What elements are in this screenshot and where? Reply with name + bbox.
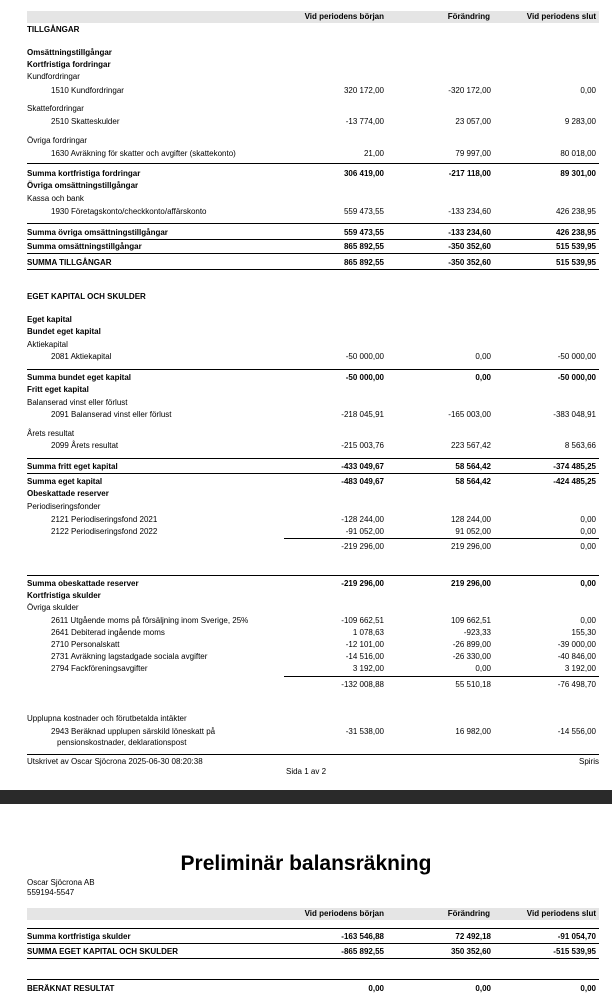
value-change: 223 567,42 <box>450 441 491 450</box>
summary-label: SUMMA TILLGÅNGAR <box>27 258 112 267</box>
value-end: 89 301,00 <box>560 169 596 178</box>
group-heading <box>0 180 612 191</box>
summary-row <box>0 946 612 957</box>
account-label: 2099 Årets resultat <box>51 441 119 450</box>
value-end: 0,00 <box>580 616 596 625</box>
divider-line <box>27 369 599 370</box>
value-end: 0,00 <box>580 515 596 524</box>
value-change: 58 564,42 <box>455 462 491 471</box>
value-change: 72 492,18 <box>455 932 491 941</box>
divider-line <box>27 575 599 576</box>
value-begin: -218 045,91 <box>341 410 384 419</box>
value-change: 0,00 <box>475 664 491 673</box>
account-label: 2641 Debiterad ingående moms <box>51 628 165 637</box>
group-title: Kortfristiga skulder <box>27 591 101 600</box>
group-title: Fritt eget kapital <box>27 385 89 394</box>
value-begin: 320 172,00 <box>343 86 384 95</box>
subtotal-row <box>0 541 612 552</box>
value-begin: -31 538,00 <box>345 727 384 736</box>
value-change: 23 057,00 <box>455 117 491 126</box>
account-row <box>0 440 612 451</box>
value-begin: 865 892,55 <box>343 242 384 251</box>
value-end: 155,30 <box>571 628 596 637</box>
value-begin: -50 000,00 <box>345 352 384 361</box>
value-begin: 865 892,55 <box>343 258 384 267</box>
value-begin: 1 078,63 <box>352 628 384 637</box>
value-end: -515 539,95 <box>553 947 596 956</box>
value-begin: -50 000,00 <box>345 373 384 382</box>
value-end: -424 485,25 <box>553 477 596 486</box>
value-end: -91 054,70 <box>557 932 596 941</box>
subgroup-heading <box>0 135 612 146</box>
subtotal-line <box>284 538 599 539</box>
section-heading-assets <box>0 24 612 35</box>
subgroup-title: Övriga fordringar <box>27 136 88 145</box>
value-end: 0,00 <box>580 579 596 588</box>
value-change: -350 352,60 <box>448 242 491 251</box>
value-change: -320 172,00 <box>448 86 491 95</box>
value-begin: -219 296,00 <box>341 579 384 588</box>
value-end: 426 238,95 <box>555 207 596 216</box>
value-begin: -128 244,00 <box>341 515 384 524</box>
result-row <box>0 983 612 994</box>
value-end: -383 048,91 <box>553 410 596 419</box>
value-end: 426 238,95 <box>555 228 596 237</box>
value-change: 219 296,00 <box>450 579 491 588</box>
group-heading <box>0 326 612 337</box>
subgroup-title: Kassa och bank <box>27 194 84 203</box>
group-heading <box>0 384 612 395</box>
subgroup-title: Skattefordringar <box>27 104 84 113</box>
account-label: 2731 Avräkning lagstadgade sociala avgifter <box>51 652 208 661</box>
value-begin: -215 003,76 <box>341 441 384 450</box>
value-begin: 3 192,00 <box>352 664 384 673</box>
value-change: 128 244,00 <box>450 515 491 524</box>
divider-line <box>27 223 599 224</box>
value-begin: -163 546,88 <box>341 932 384 941</box>
subgroup-title: Årets resultat <box>27 429 75 438</box>
value-begin: -483 049,67 <box>341 477 384 486</box>
value-begin: -219 296,00 <box>341 542 384 551</box>
account-row <box>0 148 612 159</box>
subgroup-title: Övriga skulder <box>27 603 79 612</box>
account-row <box>0 615 612 626</box>
result-label: BERÄKNAT RESULTAT <box>27 984 115 993</box>
group-title: Övriga omsättningstillgångar <box>27 181 139 190</box>
value-change: 109 662,51 <box>450 616 491 625</box>
account-label: 2710 Personalskatt <box>51 640 120 649</box>
divider-line <box>27 458 599 459</box>
group-heading <box>0 314 612 325</box>
account-row <box>0 726 612 737</box>
account-label: 2121 Periodiseringsfond 2021 <box>51 515 158 524</box>
value-begin: 559 473,55 <box>343 207 384 216</box>
subgroup-heading <box>0 71 612 82</box>
summary-row <box>0 461 612 472</box>
group-title: Eget kapital <box>27 315 72 324</box>
subgroup-heading <box>0 397 612 408</box>
column-header-end: Vid periodens slut <box>526 909 596 918</box>
value-end: 515 539,95 <box>555 242 596 251</box>
value-change: 16 982,00 <box>455 727 491 736</box>
value-change: -350 352,60 <box>448 258 491 267</box>
value-begin: 559 473,55 <box>343 228 384 237</box>
divider-line <box>27 958 599 959</box>
summary-label: Summa övriga omsättningstillgångar <box>27 228 168 237</box>
summary-row <box>0 476 612 487</box>
value-begin: -13 774,00 <box>345 117 384 126</box>
value-begin: -865 892,55 <box>341 947 384 956</box>
divider-line <box>27 979 599 980</box>
account-row <box>0 116 612 127</box>
value-end: 0,00 <box>580 542 596 551</box>
group-heading <box>0 488 612 499</box>
group-title: Obeskattade reserver <box>27 489 109 498</box>
value-change: 350 352,60 <box>450 947 491 956</box>
footer-line <box>27 754 599 755</box>
value-begin: -433 049,67 <box>341 462 384 471</box>
value-end: -76 498,70 <box>557 680 596 689</box>
account-row <box>0 206 612 217</box>
value-change: 0,00 <box>475 984 491 993</box>
value-end: 0,00 <box>580 86 596 95</box>
account-label: pensionskostnader, deklarationspost <box>57 738 187 747</box>
account-label: 1630 Avräkning för skatter och avgifter (skattekonto) <box>51 149 236 158</box>
value-change: -133 234,60 <box>448 207 491 216</box>
printed-by: Utskrivet av Oscar Sjöcrona 2025-06-30 08:20:38 <box>27 757 203 766</box>
subgroup-title: Kundfordringar <box>27 72 80 81</box>
value-begin: -91 052,00 <box>345 527 384 536</box>
section-title: EGET KAPITAL OCH SKULDER <box>27 292 146 301</box>
section-title: TILLGÅNGAR <box>27 25 80 34</box>
summary-label: Summa bundet eget kapital <box>27 373 132 382</box>
value-begin: 306 419,00 <box>343 169 384 178</box>
value-end: -39 000,00 <box>557 640 596 649</box>
value-end: 9 283,00 <box>564 117 596 126</box>
account-label: 2091 Balanserad vinst eller förlust <box>51 410 172 419</box>
divider-line <box>27 473 599 474</box>
value-begin: -132 008,88 <box>341 680 384 689</box>
value-begin: -14 516,00 <box>345 652 384 661</box>
subgroup-title: Periodiseringsfonder <box>27 502 101 511</box>
divider-line <box>27 253 599 254</box>
value-change: 55 510,18 <box>455 680 491 689</box>
account-label: 2611 Utgående moms på försäljning inom Sverige, 25% <box>51 616 249 625</box>
value-end: 0,00 <box>580 527 596 536</box>
column-header-begin: Vid periodens början <box>304 12 384 21</box>
value-change: -133 234,60 <box>448 228 491 237</box>
value-end: -50 000,00 <box>557 373 596 382</box>
subgroup-heading <box>0 501 612 512</box>
value-change: 91 052,00 <box>455 527 491 536</box>
group-title: Bundet eget kapital <box>27 327 101 336</box>
account-row <box>0 651 612 662</box>
subgroup-heading <box>0 193 612 204</box>
subgroup-title: Balanserad vinst eller förlust <box>27 398 128 407</box>
subgroup-title: Aktiekapital <box>27 340 68 349</box>
value-end: -374 485,25 <box>553 462 596 471</box>
subgroup-heading <box>0 602 612 613</box>
subgroup-heading <box>0 713 612 724</box>
value-change: 79 997,00 <box>455 149 491 158</box>
value-change: 0,00 <box>475 352 491 361</box>
value-begin: -12 101,00 <box>345 640 384 649</box>
value-change: 219 296,00 <box>450 542 491 551</box>
divider-line <box>27 269 599 270</box>
group-heading <box>0 59 612 70</box>
value-change: -923,33 <box>463 628 491 637</box>
value-begin: 21,00 <box>363 149 384 158</box>
value-end: 515 539,95 <box>555 258 596 267</box>
summary-label: Summa kortfristiga fordringar <box>27 169 141 178</box>
value-end: 3 192,00 <box>564 664 596 673</box>
section-heading-equity <box>0 291 612 302</box>
account-row-continuation <box>0 737 612 748</box>
column-header-change: Förändring <box>447 12 490 21</box>
account-row <box>0 351 612 362</box>
value-end: 8 563,66 <box>564 441 596 450</box>
summary-row <box>0 168 612 179</box>
group-heading <box>0 47 612 58</box>
brand-name: Spiris <box>578 757 599 766</box>
subgroup-heading <box>0 428 612 439</box>
column-header-end: Vid periodens slut <box>526 12 596 21</box>
value-change: -217 118,00 <box>448 169 491 178</box>
summary-row <box>0 241 612 252</box>
account-row <box>0 526 612 537</box>
account-row <box>0 663 612 674</box>
account-row <box>0 409 612 420</box>
account-row <box>0 627 612 638</box>
account-label: 1930 Företagskonto/checkkonto/affärskonto <box>51 207 207 216</box>
group-title: Kortfristiga fordringar <box>27 60 111 69</box>
value-end: -40 846,00 <box>557 652 596 661</box>
value-change: -26 330,00 <box>452 652 491 661</box>
summary-row <box>0 227 612 238</box>
value-end: -50 000,00 <box>557 352 596 361</box>
summary-label: Summa kortfristiga skulder <box>27 932 131 941</box>
column-header-change: Förändring <box>447 909 490 918</box>
divider-line <box>27 943 599 944</box>
summary-label: Summa eget kapital <box>27 477 103 486</box>
summary-label: Summa obeskattade reserver <box>27 579 139 588</box>
value-change: 0,00 <box>475 373 491 382</box>
summary-row <box>0 578 612 589</box>
value-end: 0,00 <box>580 984 596 993</box>
divider-line <box>27 928 599 929</box>
divider-line <box>27 163 599 164</box>
subgroup-heading <box>0 339 612 350</box>
value-end: 80 018,00 <box>560 149 596 158</box>
value-end: -14 556,00 <box>557 727 596 736</box>
divider-line <box>27 239 599 240</box>
value-change: -165 003,00 <box>448 410 491 419</box>
account-row <box>0 85 612 96</box>
column-header-begin: Vid periodens början <box>304 909 384 918</box>
value-begin: -109 662,51 <box>341 616 384 625</box>
subtotal-row <box>0 679 612 690</box>
account-label: 2510 Skatteskulder <box>51 117 120 126</box>
group-heading <box>0 590 612 601</box>
account-label: 1510 Kundfordringar <box>51 86 124 95</box>
account-label: 2943 Beräknad upplupen särskild löneskatt på <box>51 727 216 736</box>
value-change: 58 564,42 <box>455 477 491 486</box>
summary-row <box>0 931 612 942</box>
subtotal-line <box>284 676 599 677</box>
page-separator <box>0 790 612 804</box>
org-number: 559194-5547 <box>27 888 75 897</box>
page-number: Sida 1 av 2 <box>285 767 327 776</box>
summary-label: Summa omsättningstillgångar <box>27 242 142 251</box>
summary-label: SUMMA EGET KAPITAL OCH SKULDER <box>27 947 178 956</box>
subgroup-title: Upplupna kostnader och förutbetalda intäkter <box>27 714 187 723</box>
page-title: Preliminär balansräkning <box>180 852 432 875</box>
summary-label: Summa fritt eget kapital <box>27 462 118 471</box>
value-change: -26 899,00 <box>452 640 491 649</box>
account-label: 2122 Periodiseringsfond 2022 <box>51 527 158 536</box>
value-begin: 0,00 <box>368 984 384 993</box>
summary-row <box>0 257 612 268</box>
account-row <box>0 639 612 650</box>
summary-row <box>0 372 612 383</box>
subgroup-heading <box>0 103 612 114</box>
account-label: 2081 Aktiekapital <box>51 352 112 361</box>
account-label: 2794 Fackföreningsavgifter <box>51 664 148 673</box>
group-title: Omsättningstillgångar <box>27 48 112 57</box>
account-row <box>0 514 612 525</box>
company-name: Oscar Sjöcrona AB <box>27 878 95 887</box>
